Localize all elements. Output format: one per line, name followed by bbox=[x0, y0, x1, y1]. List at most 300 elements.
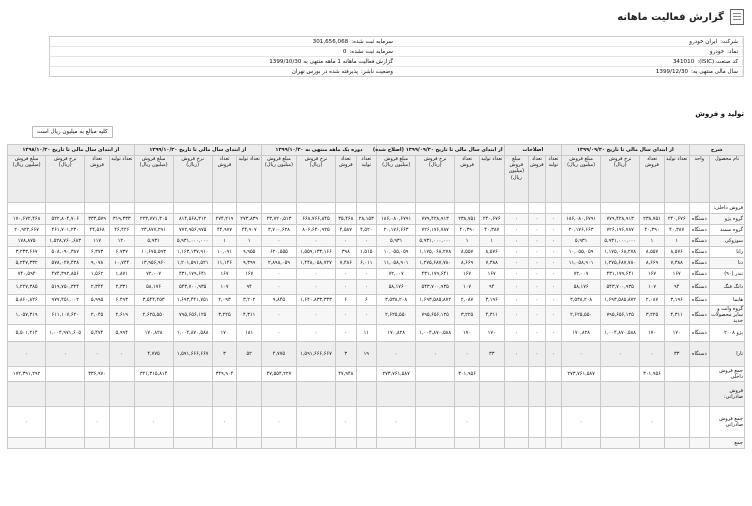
table-cell: ۳,۲۳۳,۶۶۷ bbox=[8, 247, 46, 258]
table-cell: ۲۷۳,۸۳۹ bbox=[237, 214, 262, 225]
table-cell: ۲۴۰,۶۷۶ bbox=[479, 214, 504, 225]
table-cell: ۵۸,۱۷۶ bbox=[377, 280, 416, 295]
table-cell bbox=[545, 367, 561, 382]
table-cell: ۳,۱۹۶ bbox=[479, 295, 504, 306]
unregistered-capital-value: 0 bbox=[342, 48, 347, 55]
table-cell: ۰ bbox=[8, 407, 46, 438]
table-cell: ۹,۰۷۸ bbox=[85, 258, 110, 269]
table-cell bbox=[689, 367, 710, 382]
info-row bbox=[50, 37, 743, 47]
table-cell bbox=[377, 438, 416, 449]
company-info-box bbox=[49, 36, 744, 77]
column-header: نرخ فروش (ریال) bbox=[296, 156, 335, 203]
table-cell: ۰ bbox=[529, 342, 545, 367]
table-cell: ۳,۲۲۵ bbox=[455, 306, 480, 325]
table-cell: ۱,۶۴۰,۸۳۳,۳۳۳ bbox=[296, 295, 335, 306]
table-cell bbox=[109, 407, 134, 438]
table-cell: ۰ bbox=[85, 342, 110, 367]
table-cell: ۰ bbox=[261, 269, 296, 280]
table-cell: ۹۷۷,۴۵۱,۰۰۲ bbox=[46, 295, 85, 306]
table-cell: ۴۰,۳۸۷ bbox=[479, 225, 504, 236]
table-cell: ۱,۶۹۳,۴۴۱,۷۵۱ bbox=[173, 295, 212, 306]
table-cell: ۰ bbox=[529, 225, 545, 236]
table-cell bbox=[356, 407, 377, 438]
table-cell bbox=[689, 438, 710, 449]
table-cell: ۰ bbox=[261, 306, 296, 325]
table-cell: ۰ bbox=[545, 342, 561, 367]
table-cell bbox=[545, 407, 561, 438]
table-cell: ۱۷۰,۸۲۸ bbox=[377, 325, 416, 342]
table-cell: ۳ bbox=[212, 342, 237, 367]
table-cell: ۸,۶۶۹ bbox=[640, 258, 665, 269]
table-cell: ۱۲۰ bbox=[109, 236, 134, 247]
table-cell: ۰ bbox=[529, 236, 545, 247]
product-name-cell: جمع bbox=[710, 438, 745, 449]
table-cell bbox=[416, 382, 455, 407]
table-cell: ۷۷۲,۹۵۶,۹۷۵ bbox=[173, 225, 212, 236]
table-cell bbox=[601, 438, 640, 449]
table-cell: ۲۲۳,۷۷۱,۳۰۵ bbox=[134, 214, 173, 225]
table-cell bbox=[173, 407, 212, 438]
table-cell bbox=[296, 382, 335, 407]
table-cell: ۰ bbox=[261, 407, 296, 438]
table-cell: ۰ bbox=[640, 342, 665, 367]
table-cell: ۰ bbox=[504, 342, 529, 367]
table-cell: ۵۸,۱۷۶ bbox=[134, 280, 173, 295]
company-value: ایران خودرو bbox=[689, 38, 718, 45]
table-cell: ۰ bbox=[335, 236, 356, 247]
capital-value: 301,656,068 bbox=[312, 38, 349, 45]
table-cell bbox=[356, 203, 377, 214]
table-cell: ۰ bbox=[545, 258, 561, 269]
table-cell: ۱۰۷ bbox=[640, 280, 665, 295]
table-cell: ۵۸,۱۷۶ bbox=[562, 280, 601, 295]
capital-label: سرمایه ثبت شده: bbox=[351, 38, 393, 45]
table-cell: ۲,۶۱۹ bbox=[109, 306, 134, 325]
table-cell: ۱,۵۵۹,۱۳۳,۱۶۶ bbox=[296, 247, 335, 258]
table-cell: ۵۴۳,۷۰۰,۹۳۵ bbox=[173, 280, 212, 295]
table-cell bbox=[8, 438, 46, 449]
table-cell: ۱ bbox=[237, 236, 262, 247]
table-cell: ۵,۹۳۱ bbox=[377, 236, 416, 247]
table-cell bbox=[562, 382, 601, 407]
table-cell bbox=[109, 438, 134, 449]
column-header: نرخ فروش (ریال) bbox=[173, 156, 212, 203]
table-cell bbox=[601, 203, 640, 214]
product-name-cell: فروش صادراتی: bbox=[710, 382, 745, 407]
table-cell: ۰ bbox=[504, 325, 529, 342]
table-cell: ۰ bbox=[562, 342, 601, 367]
table-cell bbox=[237, 367, 262, 382]
column-header: تعداد فروش bbox=[335, 156, 356, 203]
table-cell bbox=[8, 203, 46, 214]
table-cell: ۰ bbox=[529, 280, 545, 295]
table-cell: ۰ bbox=[335, 325, 356, 342]
table-cell: ۷۴۰,۵۹۴ bbox=[8, 269, 46, 280]
table-cell: ۵۴۳,۷۰۰,۹۳۵ bbox=[601, 280, 640, 295]
table-cell bbox=[356, 438, 377, 449]
table-row bbox=[8, 306, 745, 325]
table-cell: ۰ bbox=[356, 280, 377, 295]
symbol-value: خودرو bbox=[709, 48, 725, 55]
fiscal-year-label: سال مالی منتهی به: bbox=[691, 68, 738, 75]
table-cell: ۳,۵۳۸,۲۰۸ bbox=[377, 295, 416, 306]
isic-label: کد صنعت (ISIC): bbox=[697, 58, 738, 65]
table-cell: ۵,۹۳۱,۰۰۰,۰۰۰ bbox=[601, 236, 640, 247]
table-cell: ۴,۳۱۱ bbox=[664, 306, 689, 325]
table-cell bbox=[85, 438, 110, 449]
table-cell bbox=[664, 438, 689, 449]
table-cell: ۴۳۱,۱۷۹,۶۴۱ bbox=[173, 269, 212, 280]
table-cell: ۳۴۹,۹۰۴ bbox=[212, 367, 237, 382]
table-cell bbox=[640, 203, 665, 214]
table-cell: ۲۳۸,۷۵۱ bbox=[455, 214, 480, 225]
table-cell bbox=[479, 438, 504, 449]
table-cell: ۰ bbox=[335, 407, 356, 438]
table-cell: ۵۲ bbox=[237, 342, 262, 367]
table-cell: دستگاه bbox=[689, 269, 710, 280]
table-cell: ۳۱۹,۳۳۳ bbox=[109, 214, 134, 225]
group-header: از ابتدای سال مالی تا تاریخ ۱۳۹۹/۱۰/۳۰ bbox=[134, 145, 261, 156]
table-cell: ۲,۰۴۵ bbox=[85, 306, 110, 325]
table-row bbox=[8, 280, 745, 295]
table-cell: ۳,۵۴۴,۴۵۳ bbox=[134, 295, 173, 306]
table-cell: ۰ bbox=[529, 258, 545, 269]
table-cell: ۰ bbox=[109, 342, 134, 367]
table-cell: ۰ bbox=[504, 280, 529, 295]
table-cell: ۴۴,۵۶۸ bbox=[85, 225, 110, 236]
table-cell: ۶,۷۳۷ bbox=[109, 247, 134, 258]
column-header: مبلغ فروش (میلیون ریال) bbox=[8, 156, 46, 203]
table-row bbox=[8, 367, 745, 382]
table-cell: ۶ bbox=[356, 295, 377, 306]
group-header: از ابتدای سال مالی تا تاریخ ۱۳۹۸/۱۰/۳۰ bbox=[8, 145, 135, 156]
table-cell bbox=[416, 203, 455, 214]
table-cell: ۸,۵۵۷ bbox=[640, 247, 665, 258]
table-cell: ۱,۰۰۴,۹۷۱,۶۰۵ bbox=[46, 325, 85, 342]
table-cell: ۰ bbox=[640, 407, 665, 438]
table-cell: ۱,۲۷۵,۶۸۷,۷۸۰ bbox=[601, 258, 640, 269]
table-cell: ۱,۰۰۴,۸۷۰,۵۸۸ bbox=[416, 325, 455, 342]
table-cell bbox=[173, 382, 212, 407]
table-cell: ۱۳,۹۵۶,۹۶۰ bbox=[134, 258, 173, 269]
table-cell: ۰ bbox=[296, 325, 335, 342]
product-name-cell: جمع فروش صادراتی bbox=[710, 407, 745, 438]
table-cell bbox=[455, 382, 480, 407]
table-cell: ۴۰,۳۹۰ bbox=[640, 225, 665, 236]
table-cell: ۱,۸۷۱ bbox=[109, 269, 134, 280]
table-row bbox=[8, 269, 745, 280]
table-cell: ۱,۶۹۳,۵۸۵,۸۷۲ bbox=[416, 295, 455, 306]
table-cell: ۲,۶۲۵,۵۵۰ bbox=[562, 306, 601, 325]
table-cell bbox=[8, 382, 46, 407]
table-cell: ۳۳ bbox=[664, 342, 689, 367]
status-value: پذیرفته شده در بورس تهران bbox=[291, 68, 358, 75]
table-cell: ۰ bbox=[504, 295, 529, 306]
title-bar bbox=[8, 6, 744, 28]
table-cell: ۰ bbox=[545, 280, 561, 295]
group-header: دوره یک ماهه منتهی به ۱۳۹۹/۱۰/۳۰ bbox=[261, 145, 376, 156]
table-cell: ۱۷۰,۸۲۸ bbox=[134, 325, 173, 342]
table-cell: ۱۰,۰۵۵,۰۵۹ bbox=[562, 247, 601, 258]
table-cell: ۳۳ bbox=[479, 342, 504, 367]
table-cell: ۸,۵۷۶ bbox=[479, 247, 504, 258]
table-cell: ۵,۹۹۵ bbox=[85, 295, 110, 306]
table-cell bbox=[479, 407, 504, 438]
table-cell: ۰ bbox=[529, 247, 545, 258]
group-header: از ابتدای سال مالی تا تاریخ ۱۳۹۹/۰۹/۳۰ (اصلاح شده) bbox=[377, 145, 504, 156]
table-cell: ۶۶۸,۷۶۶,۸۴۵ bbox=[296, 214, 335, 225]
table-cell: ۵۰۸,۰۹۰,۳۸۷ bbox=[46, 247, 85, 258]
table-cell: ۴۳۱,۱۷۹,۶۴۱ bbox=[601, 269, 640, 280]
table-cell: ۰ bbox=[545, 269, 561, 280]
table-cell bbox=[664, 367, 689, 382]
table-cell: ۳۲۱,۳۱۵,۸۱۴ bbox=[134, 367, 173, 382]
table-cell bbox=[529, 382, 545, 407]
table-cell: دستگاه bbox=[689, 258, 710, 269]
table-cell: ۰ bbox=[504, 258, 529, 269]
table-cell: ۷۲۶,۱۷۶,۷۸۷ bbox=[601, 225, 640, 236]
column-header: نرخ فروش (ریال) bbox=[601, 156, 640, 203]
table-cell: ۱۰,۰۹۱ bbox=[212, 247, 237, 258]
table-cell: ۳,۲۰۲ bbox=[237, 295, 262, 306]
table-cell: ۲۰,۱۷۶,۶۶۳ bbox=[377, 225, 416, 236]
table-cell: ۱ bbox=[664, 236, 689, 247]
table-cell bbox=[529, 438, 545, 449]
table-cell: ۶,۰۱۱ bbox=[356, 258, 377, 269]
table-cell: ۴,۷۷۵ bbox=[261, 342, 296, 367]
column-header: تعداد فروش bbox=[529, 156, 545, 203]
table-cell bbox=[46, 407, 85, 438]
table-row bbox=[8, 258, 745, 269]
table-cell: ۰ bbox=[504, 214, 529, 225]
table-cell: ۱ bbox=[212, 236, 237, 247]
column-header: تعداد تولید bbox=[664, 156, 689, 203]
column-header: مبلغ فروش (میلیون ریال) bbox=[134, 156, 173, 203]
table-cell bbox=[85, 382, 110, 407]
table-cell: ۰ bbox=[134, 407, 173, 438]
table-cell: ۱,۲۰۱,۵۹۱,۵۲۱ bbox=[173, 258, 212, 269]
table-cell bbox=[46, 382, 85, 407]
table-cell bbox=[46, 367, 85, 382]
column-header: نرخ فروش (ریال) bbox=[416, 156, 455, 203]
table-cell: ۷۲,۰۰۷ bbox=[134, 269, 173, 280]
page-title: گزارش فعالیت ماهانه bbox=[617, 11, 724, 23]
table-cell: دستگاه bbox=[689, 295, 710, 306]
table-cell: ۸,۵۷۶ bbox=[664, 247, 689, 258]
table-cell: ۴۴,۹۰۷ bbox=[237, 225, 262, 236]
table-cell: ۰ bbox=[601, 342, 640, 367]
table-cell bbox=[109, 203, 134, 214]
table-cell: ۷,۴۸۶ bbox=[335, 258, 356, 269]
table-cell: ۴,۷۷۵ bbox=[134, 342, 173, 367]
table-cell: ۱,۵۲۸,۷۶۰,۶۸۳ bbox=[46, 236, 85, 247]
table-cell: ۱,۵۹۱,۶۶۶,۶۶۷ bbox=[173, 342, 212, 367]
table-cell: ۱ bbox=[455, 236, 480, 247]
table-cell: ۵,۹۳۱,۰۰۰,۰۰۰ bbox=[173, 236, 212, 247]
table-cell bbox=[237, 407, 262, 438]
table-cell: ۸۰۶,۶۴۰,۹۲۵ bbox=[296, 225, 335, 236]
table-cell: ۵۱۹,۷۵۰,۳۲۴ bbox=[46, 280, 85, 295]
table-cell bbox=[562, 438, 601, 449]
table-cell bbox=[689, 407, 710, 438]
table-cell: ۳ bbox=[335, 342, 356, 367]
unit-select[interactable]: کلیه مبالغ به میلیون ریال است bbox=[32, 126, 113, 138]
table-cell: ۲۷۳,۷۶۱,۵۸۷ bbox=[377, 367, 416, 382]
table-cell: ۱۷۰ bbox=[664, 325, 689, 342]
product-name-cell: گروه وانت و سایر محصولات جدید bbox=[711, 306, 743, 324]
table-cell: ۴۰,۳۸۷ bbox=[664, 225, 689, 236]
table-row bbox=[8, 382, 745, 407]
table-cell: ۰ bbox=[545, 214, 561, 225]
table-cell bbox=[335, 203, 356, 214]
table-cell: ۷۷۹,۴۲۸,۹۱۳ bbox=[601, 214, 640, 225]
table-cell: ۳۹۸ bbox=[335, 247, 356, 258]
table-cell: ۲,۶۲۵,۵۵۰ bbox=[134, 306, 173, 325]
table-cell bbox=[545, 382, 561, 407]
table-cell: ۰ bbox=[335, 280, 356, 295]
table-cell: ۹,۸۴۵ bbox=[261, 295, 296, 306]
table-cell: ۲۷۳,۷۶۱,۵۸۷ bbox=[562, 367, 601, 382]
table-cell: ۱۰۷ bbox=[212, 280, 237, 295]
table-cell: ۰ bbox=[377, 342, 416, 367]
product-name-cell: فروش داخلی: bbox=[710, 203, 745, 214]
product-name-cell: گروه پژو bbox=[710, 214, 745, 225]
table-cell: ۰ bbox=[529, 325, 545, 342]
table-cell: ۱۶۷ bbox=[664, 269, 689, 280]
table-cell: ۲,۶۲۵,۵۵۰ bbox=[377, 306, 416, 325]
table-cell: دستگاه bbox=[689, 214, 710, 225]
table-cell: ۲۳۸,۷۵۱ bbox=[640, 214, 665, 225]
product-name-cell: سوزوکی bbox=[710, 236, 745, 247]
table-cell: ۰ bbox=[545, 306, 561, 325]
table-cell: ۱۰,۷۴۴ bbox=[109, 258, 134, 269]
table-cell: ۵,۹۳۱,۰۰۰,۰۰۰ bbox=[416, 236, 455, 247]
table-cell: ۳,۵۳۸,۲۰۸ bbox=[562, 295, 601, 306]
table-cell: ۰ bbox=[529, 306, 545, 325]
table-cell: ۵,۹۳۱ bbox=[562, 236, 601, 247]
table-cell: ۱۷۰ bbox=[640, 325, 665, 342]
table-cell: ۱۰۷ bbox=[455, 280, 480, 295]
table-cell bbox=[601, 367, 640, 382]
table-cell: ۹,۳۹۹ bbox=[237, 258, 262, 269]
company-label: شرکت: bbox=[720, 38, 738, 45]
table-cell bbox=[134, 438, 173, 449]
table-cell: ۲,۰۸۷ bbox=[455, 295, 480, 306]
column-header: تعداد فروش bbox=[455, 156, 480, 203]
table-cell: ۹۴ bbox=[479, 280, 504, 295]
table-cell: ۳۰۱,۹۵۶ bbox=[455, 367, 480, 382]
table-cell: ۰ bbox=[356, 236, 377, 247]
table-cell: ۱,۰۰۴,۸۷۰,۵۸۸ bbox=[173, 325, 212, 342]
table-cell bbox=[134, 382, 173, 407]
table-cell: ۳,۷۰۰,۶۲۸ bbox=[261, 225, 296, 236]
table-cell: ۲۳,۷۲۰,۵۱۳ bbox=[261, 214, 296, 225]
table-cell bbox=[664, 407, 689, 438]
table-cell bbox=[46, 438, 85, 449]
table-cell bbox=[356, 382, 377, 407]
table-cell bbox=[504, 407, 529, 438]
table-cell: ۱۷۰,۶۷۲,۴۶۸ bbox=[8, 214, 46, 225]
table-cell: ۶۱۱,۱۰۷,۶۲۰ bbox=[46, 306, 85, 325]
table-cell: ۱۰,۰۵۵,۰۵۹ bbox=[377, 247, 416, 258]
table-cell: ۵,۵۰۱,۲۱۴ bbox=[8, 325, 46, 342]
table-cell: ۰ bbox=[261, 280, 296, 295]
table-cell: ۰ bbox=[529, 269, 545, 280]
product-name-cell: گروه سمند bbox=[710, 225, 745, 236]
table-cell: ۰ bbox=[377, 407, 416, 438]
table-cell: ۴۰,۳۹۰ bbox=[455, 225, 480, 236]
table-cell: ۷۹۵,۶۵۶,۱۲۵ bbox=[173, 306, 212, 325]
table-cell: ۳,۲۲۵ bbox=[212, 306, 237, 325]
table-cell: ۱۱ bbox=[356, 325, 377, 342]
table-cell bbox=[689, 203, 710, 214]
table-cell: ۳۳۶,۹۷۰ bbox=[85, 367, 110, 382]
table-cell: ۰ bbox=[46, 342, 85, 367]
info-row bbox=[50, 47, 743, 57]
table-cell: ۰ bbox=[296, 306, 335, 325]
info-row bbox=[50, 67, 743, 76]
table-cell: ۱۰,۶۷۵,۵۹۳ bbox=[134, 247, 173, 258]
table-cell: ۱,۰۰۴,۸۷۰,۵۸۸ bbox=[601, 325, 640, 342]
table-cell bbox=[212, 203, 237, 214]
table-cell: ۰ bbox=[504, 236, 529, 247]
table-cell: ۵۴۳,۷۰۰,۹۳۵ bbox=[416, 280, 455, 295]
table-cell: ۳,۱۹۶ bbox=[664, 295, 689, 306]
column-header: تعداد تولید bbox=[237, 156, 262, 203]
table-cell: ۱۷۲,۳۹۱,۲۹۲ bbox=[8, 367, 46, 382]
table-cell bbox=[173, 203, 212, 214]
table-cell bbox=[455, 438, 480, 449]
table-cell: ۰ bbox=[212, 407, 237, 438]
table-cell: ۴۶,۴۲۶ bbox=[109, 225, 134, 236]
table-cell: دستگاه bbox=[689, 306, 710, 325]
table-cell: دستگاه bbox=[689, 342, 710, 367]
table-cell bbox=[377, 382, 416, 407]
table-cell bbox=[479, 382, 504, 407]
table-cell bbox=[504, 203, 529, 214]
table-cell: ۲۰,۱۷۶,۶۶۳ bbox=[562, 225, 601, 236]
table-cell: ۰ bbox=[504, 269, 529, 280]
table-cell bbox=[134, 203, 173, 214]
info-row bbox=[50, 57, 743, 67]
table-cell: ۵,۸۶۰,۸۲۶ bbox=[8, 295, 46, 306]
table-cell: ۰ bbox=[335, 269, 356, 280]
table-cell: ۰ bbox=[335, 306, 356, 325]
table-cell bbox=[261, 438, 296, 449]
table-cell bbox=[212, 382, 237, 407]
table-cell: ۰ bbox=[504, 225, 529, 236]
column-header: تعداد فروش bbox=[85, 156, 110, 203]
table-cell: ۵,۹۹۴ bbox=[109, 325, 134, 342]
table-cell bbox=[377, 203, 416, 214]
product-name-cell: هایما bbox=[710, 295, 745, 306]
table-cell bbox=[237, 203, 262, 214]
table-row bbox=[8, 203, 745, 214]
table-cell bbox=[46, 203, 85, 214]
table-cell: ۲,۰۸۷ bbox=[640, 295, 665, 306]
product-name-cell: پژو ۲۰۰۸ bbox=[710, 325, 745, 342]
table-cell: ۵,۹۳۱ bbox=[134, 236, 173, 247]
table-cell: ۱۱۷ bbox=[85, 236, 110, 247]
table-cell: ۴۶۱,۷۰۱,۲۳۰ bbox=[46, 225, 85, 236]
table-cell: ۱,۵۶۲ bbox=[85, 269, 110, 280]
table-cell: ۱۷۰ bbox=[455, 325, 480, 342]
table-cell: دستگاه bbox=[689, 280, 710, 295]
table-cell: ۱۶۷ bbox=[640, 269, 665, 280]
table-cell bbox=[455, 203, 480, 214]
production-sales-table bbox=[7, 144, 745, 449]
